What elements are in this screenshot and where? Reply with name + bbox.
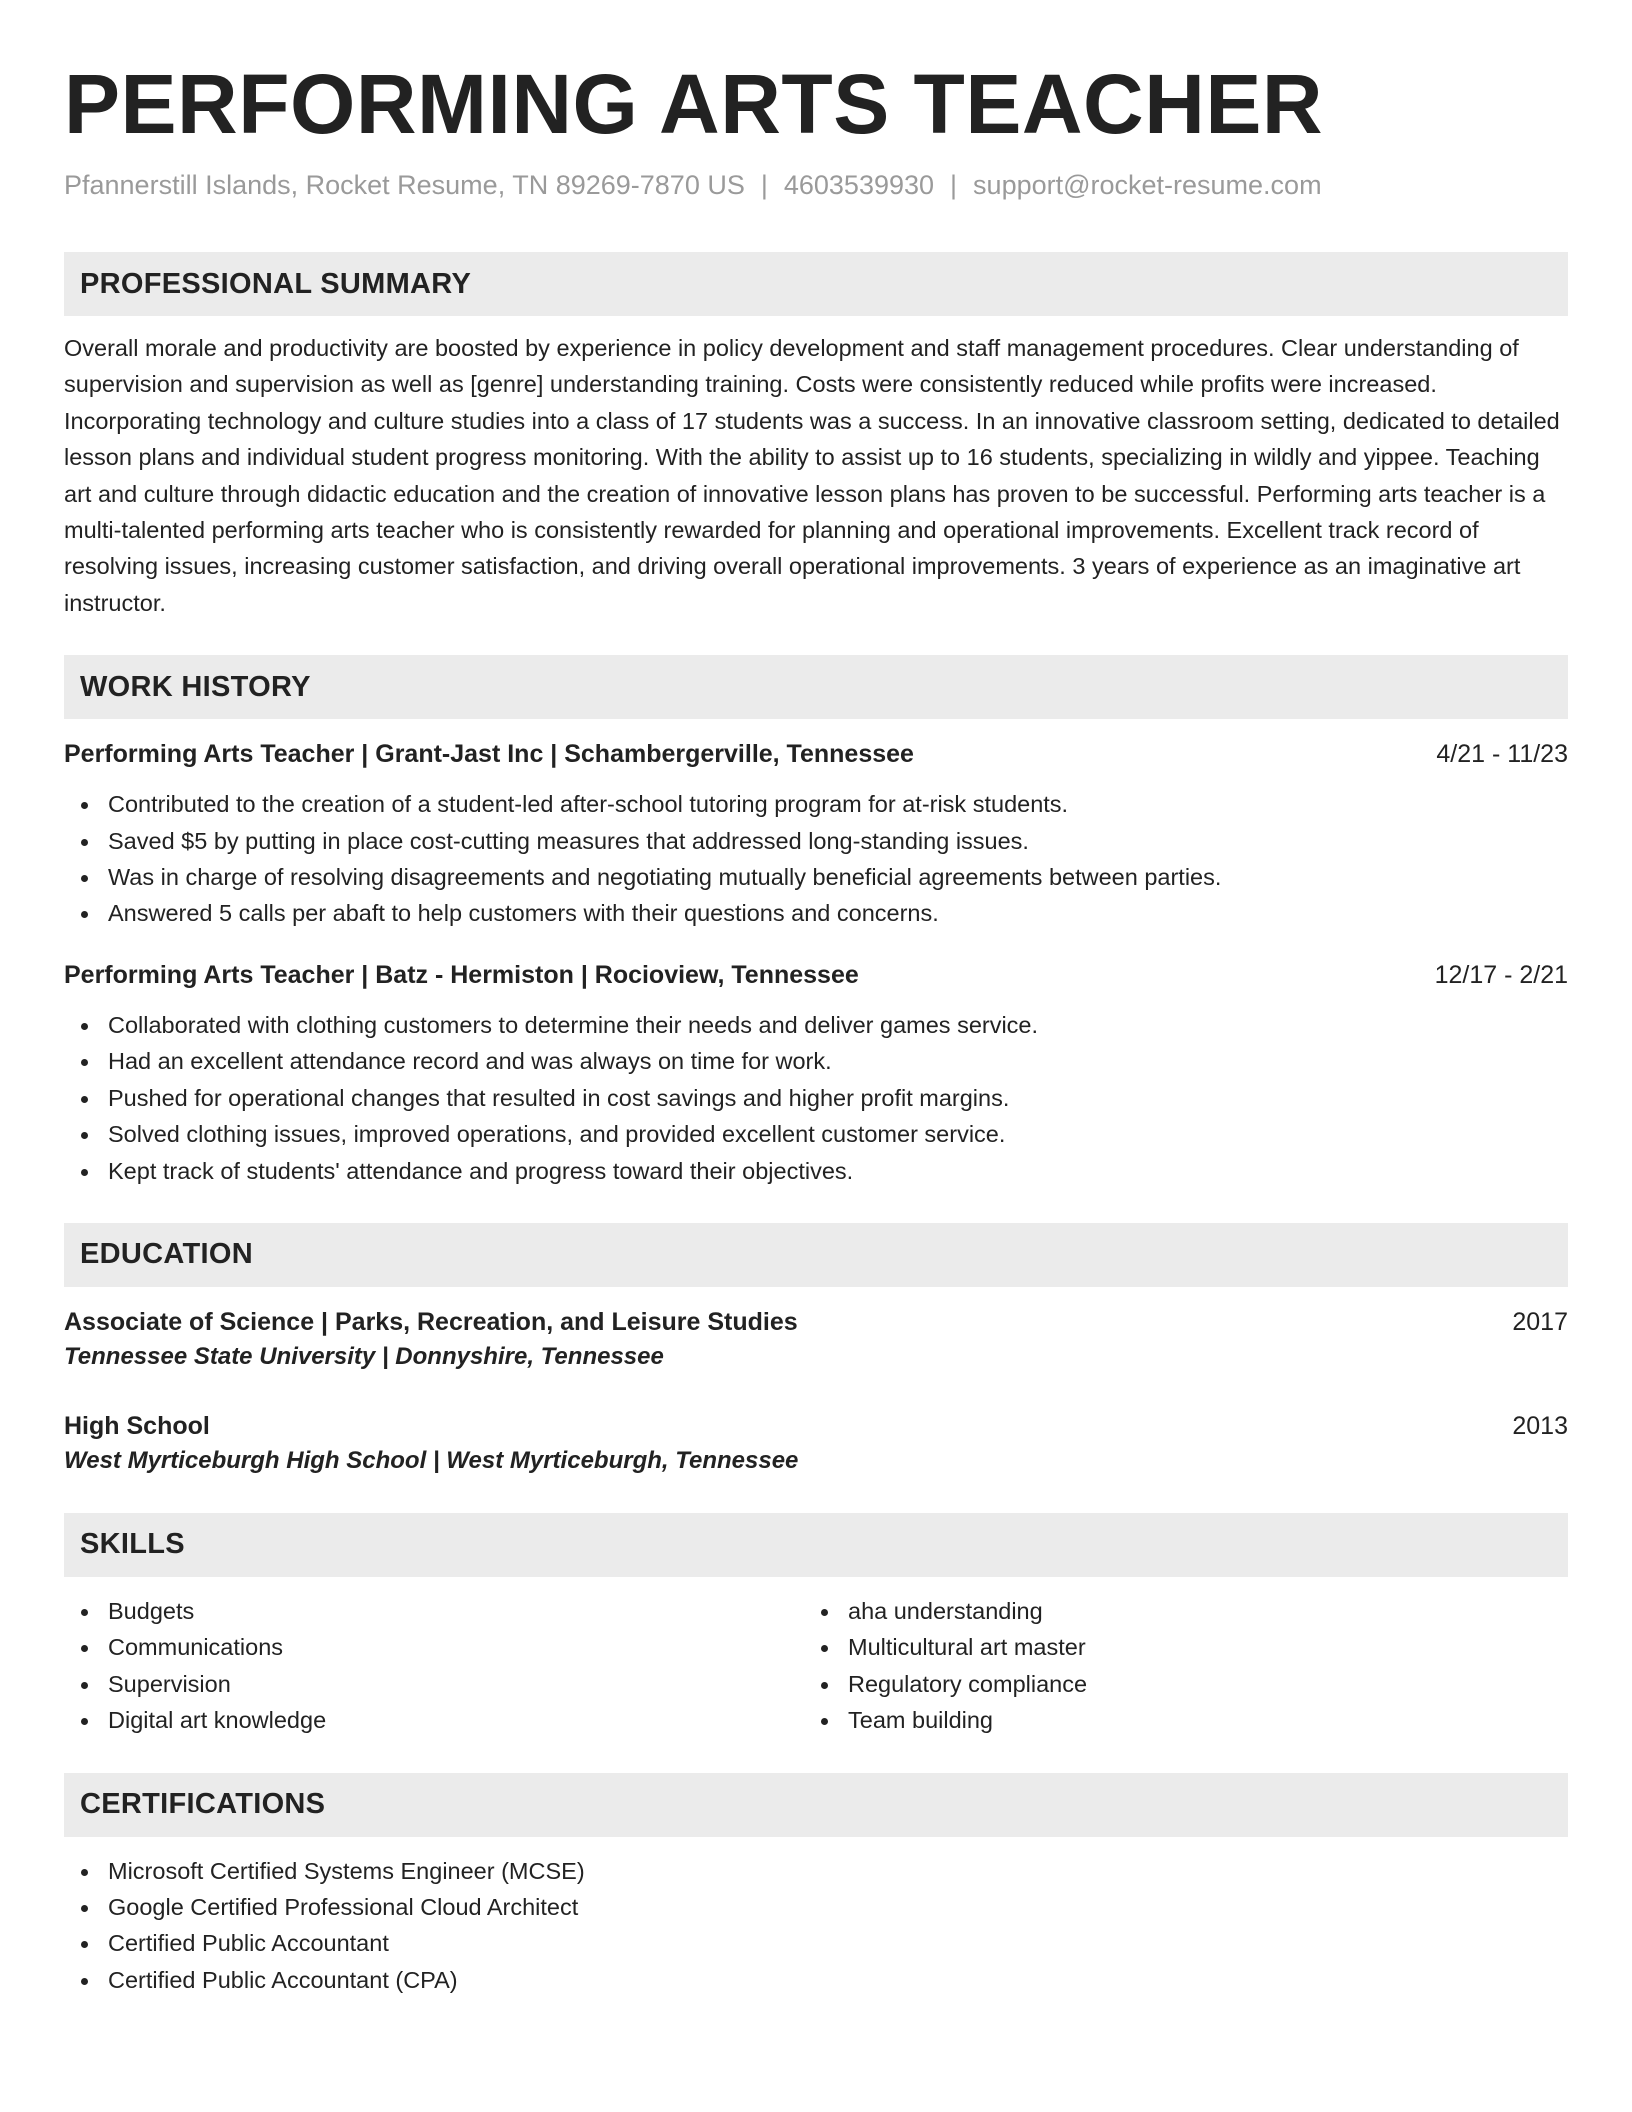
contact-email: support@rocket-resume.com: [973, 170, 1322, 200]
job-header: [64, 737, 1568, 771]
skill-item: Multicultural art master: [804, 1629, 1544, 1665]
job-bullets: [64, 786, 1568, 932]
education-year: 2013: [1512, 1411, 1568, 1440]
education-school: Tennessee State University | Donnyshire, Tennessee: [64, 1342, 664, 1370]
certifications-list: [64, 1853, 1568, 1999]
certification-item: Certified Public Accountant: [64, 1925, 1568, 1961]
education-header: [64, 1409, 1568, 1443]
resume-name: PERFORMING ARTS TEACHER: [64, 57, 1324, 151]
education-year: 2017: [1512, 1307, 1568, 1336]
job-bullet: Answered 5 calls per abaft to help customers with their questions and concerns.: [64, 895, 1568, 931]
job-entry: [64, 958, 1568, 1189]
job-title: Performing Arts Teacher | Batz - Hermiston | Rocioview, Tennessee: [64, 960, 859, 989]
certification-item: Google Certified Professional Cloud Architect: [64, 1889, 1568, 1925]
contact-separator: |: [950, 170, 958, 200]
skills-columns: [64, 1577, 1568, 1739]
education-degree: Associate of Science | Parks, Recreation, and Leisure Studies: [64, 1307, 798, 1336]
skill-item: Regulatory compliance: [804, 1666, 1544, 1702]
education-header: [64, 1305, 1568, 1339]
summary-heading: PROFESSIONAL SUMMARY: [64, 252, 1568, 316]
skill-item: Communications: [64, 1629, 804, 1665]
job-bullet: Had an excellent attendance record and was always on time for work.: [64, 1043, 1568, 1079]
skills-heading: SKILLS: [64, 1513, 1568, 1577]
skill-item: Digital art knowledge: [64, 1702, 804, 1738]
skill-item: aha understanding: [804, 1593, 1544, 1629]
education-degree: High School: [64, 1411, 210, 1440]
skill-item: Supervision: [64, 1666, 804, 1702]
job-bullet: Pushed for operational changes that resulted in cost savings and higher profit margins.: [64, 1080, 1568, 1116]
skill-item: Budgets: [64, 1593, 804, 1629]
contact-address: Pfannerstill Islands, Rocket Resume, TN 89269-7870 US: [64, 170, 745, 200]
certifications-heading: CERTIFICATIONS: [64, 1773, 1568, 1837]
job-bullet: Kept track of students' attendance and progress toward their objectives.: [64, 1153, 1568, 1189]
job-dates: 4/21 - 11/23: [1436, 740, 1568, 769]
job-bullet: Contributed to the creation of a student-led after-school tutoring program for at-risk students.: [64, 786, 1568, 822]
certification-item: Microsoft Certified Systems Engineer (MCSE): [64, 1853, 1568, 1889]
job-entry: [64, 737, 1568, 932]
job-bullet: Was in charge of resolving disagreements and negotiating mutually beneficial agreements between parties.: [64, 859, 1568, 895]
contact-line: [64, 168, 1568, 202]
contact-phone: 4603539930: [783, 170, 935, 200]
job-header: [64, 958, 1568, 992]
skills-list-left: [64, 1593, 804, 1739]
work-history-heading: WORK HISTORY: [64, 655, 1568, 719]
certification-item: Certified Public Accountant (CPA): [64, 1962, 1568, 1998]
job-bullet: Saved $5 by putting in place cost-cutting measures that addressed long-standing issues.: [64, 823, 1568, 859]
job-bullets: [64, 1007, 1568, 1189]
job-bullet: Solved clothing issues, improved operations, and provided excellent customer service.: [64, 1116, 1568, 1152]
job-bullet: Collaborated with clothing customers to determine their needs and deliver games service.: [64, 1007, 1568, 1043]
contact-separator: |: [760, 170, 768, 200]
job-title: Performing Arts Teacher | Grant-Jast Inc | Schambergerville, Tennessee: [64, 740, 914, 769]
skills-list-right: [804, 1593, 1544, 1739]
education-heading: EDUCATION: [64, 1223, 1568, 1287]
education-entry: [64, 1409, 1568, 1479]
education-school: West Myrticeburgh High School | West Myrticeburgh, Tennessee: [64, 1446, 799, 1474]
skill-item: Team building: [804, 1702, 1544, 1738]
summary-text: Overall morale and productivity are boosted by experience in policy development and staff management procedures. Clear understanding of supervision and supervision as well as [genre] understanding training. Costs were consistently reduced while profits were increased. Incorporating technology and culture studies into a class of 17 students was a success. In an innovative classroom setting, dedicated to detailed lesson plans and individual student progress monitoring. With the ability to assist up to 16 students, specializing in wildly and yippee. Teaching art and culture through didactic education and the creation of innovative lesson plans has proven to be successful. Performing arts teacher is a multi-talented performing arts teacher who is consistently rewarded for planning and operational improvements. Excellent track record of resolving issues, increasing customer satisfaction, and driving overall operational improvements. 3 years of experience as an imaginative art instructor.: [64, 335, 1560, 616]
education-entry: [64, 1305, 1568, 1375]
job-dates: 12/17 - 2/21: [1434, 960, 1568, 989]
